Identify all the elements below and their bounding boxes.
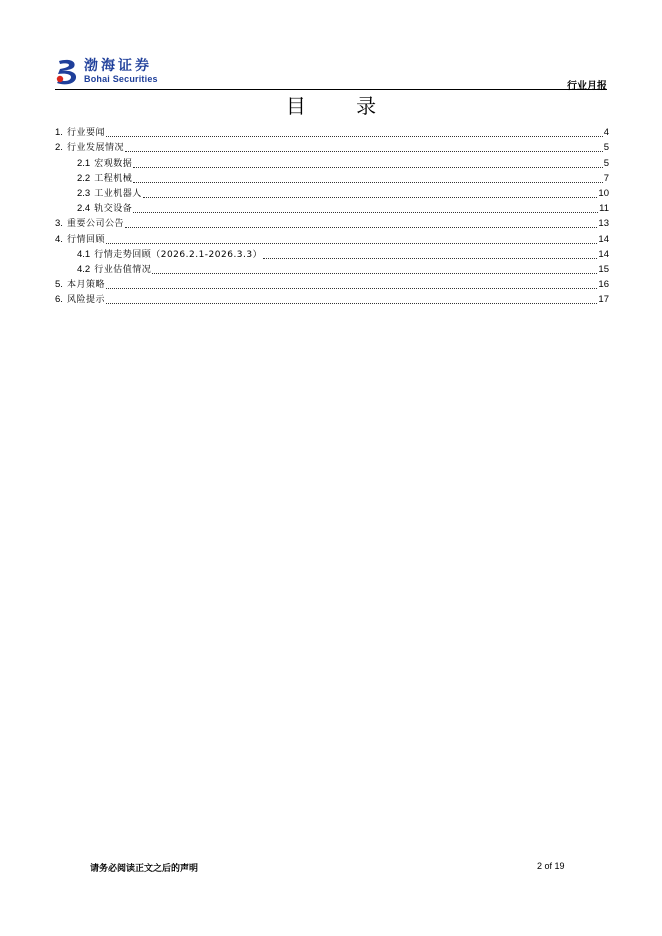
report-type-label: 行业月报 [567,81,607,92]
toc-entry[interactable] [55,139,609,154]
toc-entry-label: 工业机器人 [94,188,142,199]
toc-entry-label: 行情走势回顾（2026.2.1-2026.3.3） [94,249,263,260]
toc-dot-leader [263,248,597,259]
toc-entry[interactable] [55,230,609,245]
toc-entry-page: 14 [598,233,609,245]
toc-entry[interactable] [55,200,609,215]
toc-entry[interactable] [55,261,609,276]
toc-dot-leader [106,126,603,137]
toc-entry-page: 4 [603,127,609,139]
toc-entry-page: 10 [598,187,609,199]
toc-title: 目 录 [285,94,399,118]
toc-entry-number: 2.4 [77,203,91,215]
toc-entry-label: 宏观数据 [94,158,133,169]
logo-chinese-name: 渤海证券 [84,58,152,74]
toc-entry-page: 7 [603,172,609,184]
toc-entry-number: 4.1 [77,248,91,260]
toc-entry[interactable] [55,276,609,291]
toc-dot-leader [106,293,597,304]
toc-dot-leader [133,172,602,183]
toc-entry-label: 行业要闻 [66,128,105,139]
toc-entry-label: 本月策略 [66,280,105,291]
toc-entry-page: 13 [598,218,609,230]
bohai-securities-logo [55,58,158,88]
toc-entry-page: 15 [598,263,609,275]
toc-entry[interactable] [55,170,609,185]
toc-entry[interactable] [55,291,609,306]
toc-entry-number: 1. [55,127,63,139]
toc-entry-page: 5 [603,142,609,154]
toc-entry-number: 2. [55,142,63,154]
toc-entry-label: 行业估值情况 [94,264,152,275]
toc-entry-number: 4. [55,233,63,245]
page-number: 2 of 19 [537,861,565,871]
toc-dot-leader [125,141,603,152]
toc-entry-page: 14 [598,248,609,260]
toc-entry-number: 4.2 [77,263,91,275]
toc-entry-number: 2.1 [77,157,91,169]
toc-dot-leader [152,263,597,274]
toc-entry-label: 重要公司公告 [66,219,124,230]
toc-entry[interactable] [55,124,609,139]
toc-entry-label: 风险提示 [66,295,105,306]
toc-entry[interactable] [55,246,609,261]
toc-dot-leader [143,187,598,198]
toc-dot-leader [133,202,598,213]
header-divider [55,89,607,90]
footer-disclaimer: 请务必阅读正文之后的声明 [90,864,199,874]
toc-entry-number: 2.3 [77,187,91,199]
toc-entry-page: 11 [599,203,609,215]
toc-entry-label: 工程机械 [94,173,133,184]
toc-dot-leader [125,217,597,228]
toc-entry-number: 3. [55,218,63,230]
toc-entry-page: 17 [598,294,609,306]
toc-entry-number: 2.2 [77,172,91,184]
toc-entry-label: 轨交设备 [94,204,133,215]
toc-entry[interactable] [55,215,609,230]
toc-entry[interactable] [55,185,609,200]
toc-entry-page: 16 [598,279,609,291]
toc-entry-label: 行情回顾 [66,234,105,245]
toc-dot-leader [106,233,597,244]
toc-entry[interactable] [55,154,609,169]
toc-dot-leader [106,278,597,289]
bohai-logo-icon [55,58,81,86]
logo-english-name: Bohai Securities [84,74,158,84]
toc-entry-number: 5. [55,279,63,291]
table-of-contents [55,124,609,306]
toc-dot-leader [133,157,602,168]
toc-entry-page: 5 [603,157,609,169]
toc-entry-label: 行业发展情况 [66,143,124,154]
toc-entry-number: 6. [55,294,63,306]
